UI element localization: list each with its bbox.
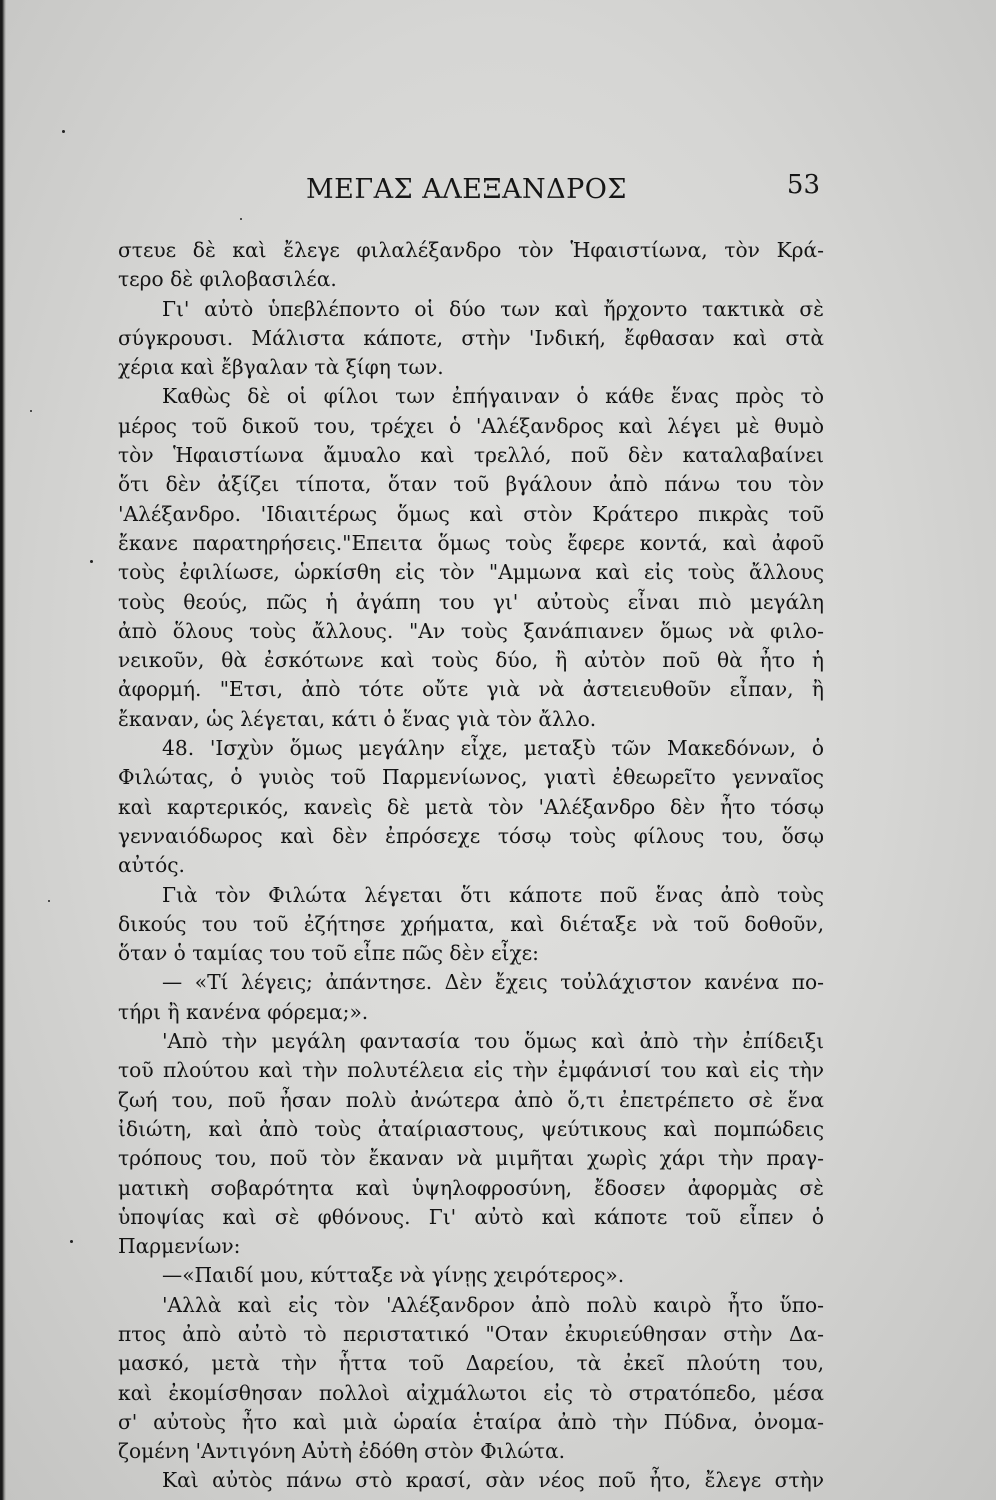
text-line: 48. 'Ισχὺν ὅμως μεγάλην εἶχε, μεταξὺ τῶν Μακεδόνων, ὁ <box>162 736 824 761</box>
text-line: τήρι ἢ κανένα φόρεμα;». <box>118 999 369 1024</box>
text-line: Καθὼς δὲ οἱ φίλοι των ἐπήγαιναν ὁ κάθε ἕνας πρὸς τὸ <box>162 384 824 409</box>
text-line: Γιὰ τὸν Φιλώτα λέγεται ὅτι κάποτε ποῦ ἕνας ἀπὸ τοὺς <box>162 882 824 907</box>
ink-speck <box>70 1240 73 1243</box>
ink-speck <box>30 410 32 412</box>
text-line: Παρμενίων: <box>118 1234 241 1259</box>
text-line: Φιλώτας, ὁ γυιὸς τοῦ Παρμενίωνος, γιατὶ ἐθεωρεῖτο γενναῖος <box>118 765 824 790</box>
running-head <box>110 170 826 210</box>
text-line: τερο δὲ φιλοβασιλέα. <box>118 267 337 292</box>
text-line: ἰδιώτη, καὶ ἀπὸ τοὺς ἀταίριαστους, ψεύτικους καὶ πομπώδεις <box>118 1116 824 1141</box>
text-line: τοῦ πλούτου καὶ τὴν πολυτέλεια εἰς τὴν ἐμφάνισί του καὶ εἰς τὴν <box>118 1058 824 1083</box>
text-line: αὐτός. <box>118 853 185 878</box>
text-line: 'Απὸ τὴν μεγάλη φαντασία του ὅμως καὶ ἀπὸ τὴν ἐπίδειξι <box>162 1029 824 1054</box>
text-line: τρόπους του, ποῦ τὸν ἔκαναν νὰ μιμῆται χωρὶς χάρι τὴν πραγ- <box>118 1146 824 1171</box>
ink-speck <box>48 900 50 902</box>
text-line: ἔκαναν, ὡς λέγεται, κάτι ὁ ἕνας γιὰ τὸν ἄλλο. <box>118 706 597 731</box>
text-line: τὸν Ἡφαιστίωνα ἄμυαλο καὶ τρελλό, ποῦ δὲν καταλαβαίνει <box>118 443 824 468</box>
text-line: στευε δὲ καὶ ἔλεγε φιλαλέξανδρο τὸν Ἡφαιστίωνα, τὸν Κρά- <box>118 238 824 262</box>
ink-speck <box>90 560 93 563</box>
text-line: ὅτι δὲν ἀξίζει τίποτα, ὅταν τοῦ βγάλουν ἀπὸ πάνω του τὸν <box>118 472 824 497</box>
text-line: γενναιόδωρος καὶ δὲν ἐπρόσεχε τόσῳ τοὺς φίλους του, ὅσῳ <box>118 823 824 848</box>
ink-speck <box>240 218 242 220</box>
ink-speck <box>62 130 65 133</box>
text-line: μέρος τοῦ δικοῦ του, τρέχει ὁ 'Αλέξανδρος καὶ λέγει μὲ θυμὸ <box>118 413 824 438</box>
text-line: καὶ ἐκομίσθησαν πολλοὶ αἰχμάλωτοι εἰς τὸ στρατόπεδο, μέσα <box>118 1380 824 1405</box>
page-number: 53 <box>786 170 820 200</box>
text-line: ζωή του, ποῦ ἦσαν πολὺ ἀνώτερα ἀπὸ ὅ,τι ἐπετρέπετο σὲ ἕνα <box>118 1087 824 1112</box>
text-line: Καὶ αὐτὸς πάνω στὸ κρασί, σὰν νέος ποῦ ἦτο, ἔλεγε στὴν <box>162 1468 824 1493</box>
text-line: ἀφορμή. "Ετσι, ἀπὸ τότε οὔτε γιὰ νὰ ἀστειευθοῦν εἶπαν, ἢ <box>118 677 824 702</box>
text-line: σύγκρουσι. Μάλιστα κάποτε, στὴν 'Ινδική, ἔφθασαν καὶ στὰ <box>118 325 824 350</box>
text-line: σ' αὐτοὺς ἦτο καὶ μιὰ ὡραία ἑταίρα ἀπὸ τὴν Πύδνα, ὀνομα- <box>118 1409 824 1434</box>
text-line: — «Τί λέγεις; ἀπάντησε. Δὲν ἔχεις τοὐλάχιστον κανένα πο- <box>162 970 824 995</box>
text-line: ὑποψίας καὶ σὲ φθόνους. Γι' αὐτὸ καὶ κάποτε τοῦ εἶπεν ὁ <box>118 1204 824 1229</box>
text-line: ἀπὸ ὅλους τοὺς ἄλλους. "Αν τοὺς ξανάπιανεν ὅμως νὰ φιλο- <box>118 618 824 643</box>
text-line: —«Παιδί μου, κύτταξε νὰ γίνῃς χειρότερος». <box>162 1263 625 1288</box>
running-title: ΜΕΓΑΣ ΑΛΕΞΑΝΔΡΟΣ <box>306 174 627 205</box>
text-line: ἔκανε παρατηρήσεις."Επειτα ὅμως τοὺς ἔφερε κοντά, καὶ ἀφοῦ <box>118 530 824 555</box>
text-line: ματικὴ σοβαρότητα καὶ ὑψηλοφροσύνη, ἔδοσεν ἀφορμὰς σὲ <box>118 1175 824 1200</box>
page-gutter-edge <box>0 0 6 1500</box>
text-line: ζομένη 'Αντιγόνη Αὐτὴ ἐδόθη στὸν Φιλώτα. <box>118 1439 566 1464</box>
text-line: 'Αλέξανδρο. 'Ιδιαιτέρως ὅμως καὶ στὸν Κράτερο πικρὰς τοῦ <box>118 501 824 526</box>
text-line: ὅταν ὁ ταμίας του τοῦ εἶπε πῶς δὲν εἶχε: <box>118 941 539 966</box>
text-line: χέρια καὶ ἔβγαλαν τὰ ξίφη των. <box>118 355 444 380</box>
text-line: δικούς του τοῦ ἐζήτησε χρήματα, καὶ διέταξε νὰ τοῦ δοθοῦν, <box>118 911 824 936</box>
body-text <box>118 236 824 1496</box>
text-line: νεικοῦν, θὰ ἐσκότωνε καὶ τοὺς δύο, ἢ αὐτὸν ποῦ θὰ ἦτο ἡ <box>118 648 824 673</box>
text-line: πτος ἀπὸ αὐτὸ τὸ περιστατικό "Οταν ἐκυριεύθησαν στὴν Δα- <box>118 1321 824 1346</box>
text-line: μασκό, μετὰ τὴν ἧττα τοῦ Δαρείου, τὰ ἐκεῖ πλούτη του, <box>118 1351 824 1376</box>
text-line: τοὺς θεούς, πῶς ἡ ἀγάπη του γι' αὐτοὺς εἶναι πιὸ μεγάλη <box>118 589 824 614</box>
text-line: τοὺς ἐφιλίωσε, ὡρκίσθη εἰς τὸν "Αμμωνα καὶ εἰς τοὺς ἄλλους <box>118 560 824 585</box>
text-line: καὶ καρτερικός, κανεὶς δὲ μετὰ τὸν 'Αλέξανδρο δὲν ἦτο τόσῳ <box>118 794 824 819</box>
text-line: 'Αλλὰ καὶ εἰς τὸν 'Αλέξανδρον ἀπὸ πολὺ καιρὸ ἦτο ὕπο- <box>162 1292 824 1317</box>
text-line: Γι' αὐτὸ ὑπεβλέποντο οἱ δύο των καὶ ἤρχοντο τακτικὰ σὲ <box>162 296 824 321</box>
